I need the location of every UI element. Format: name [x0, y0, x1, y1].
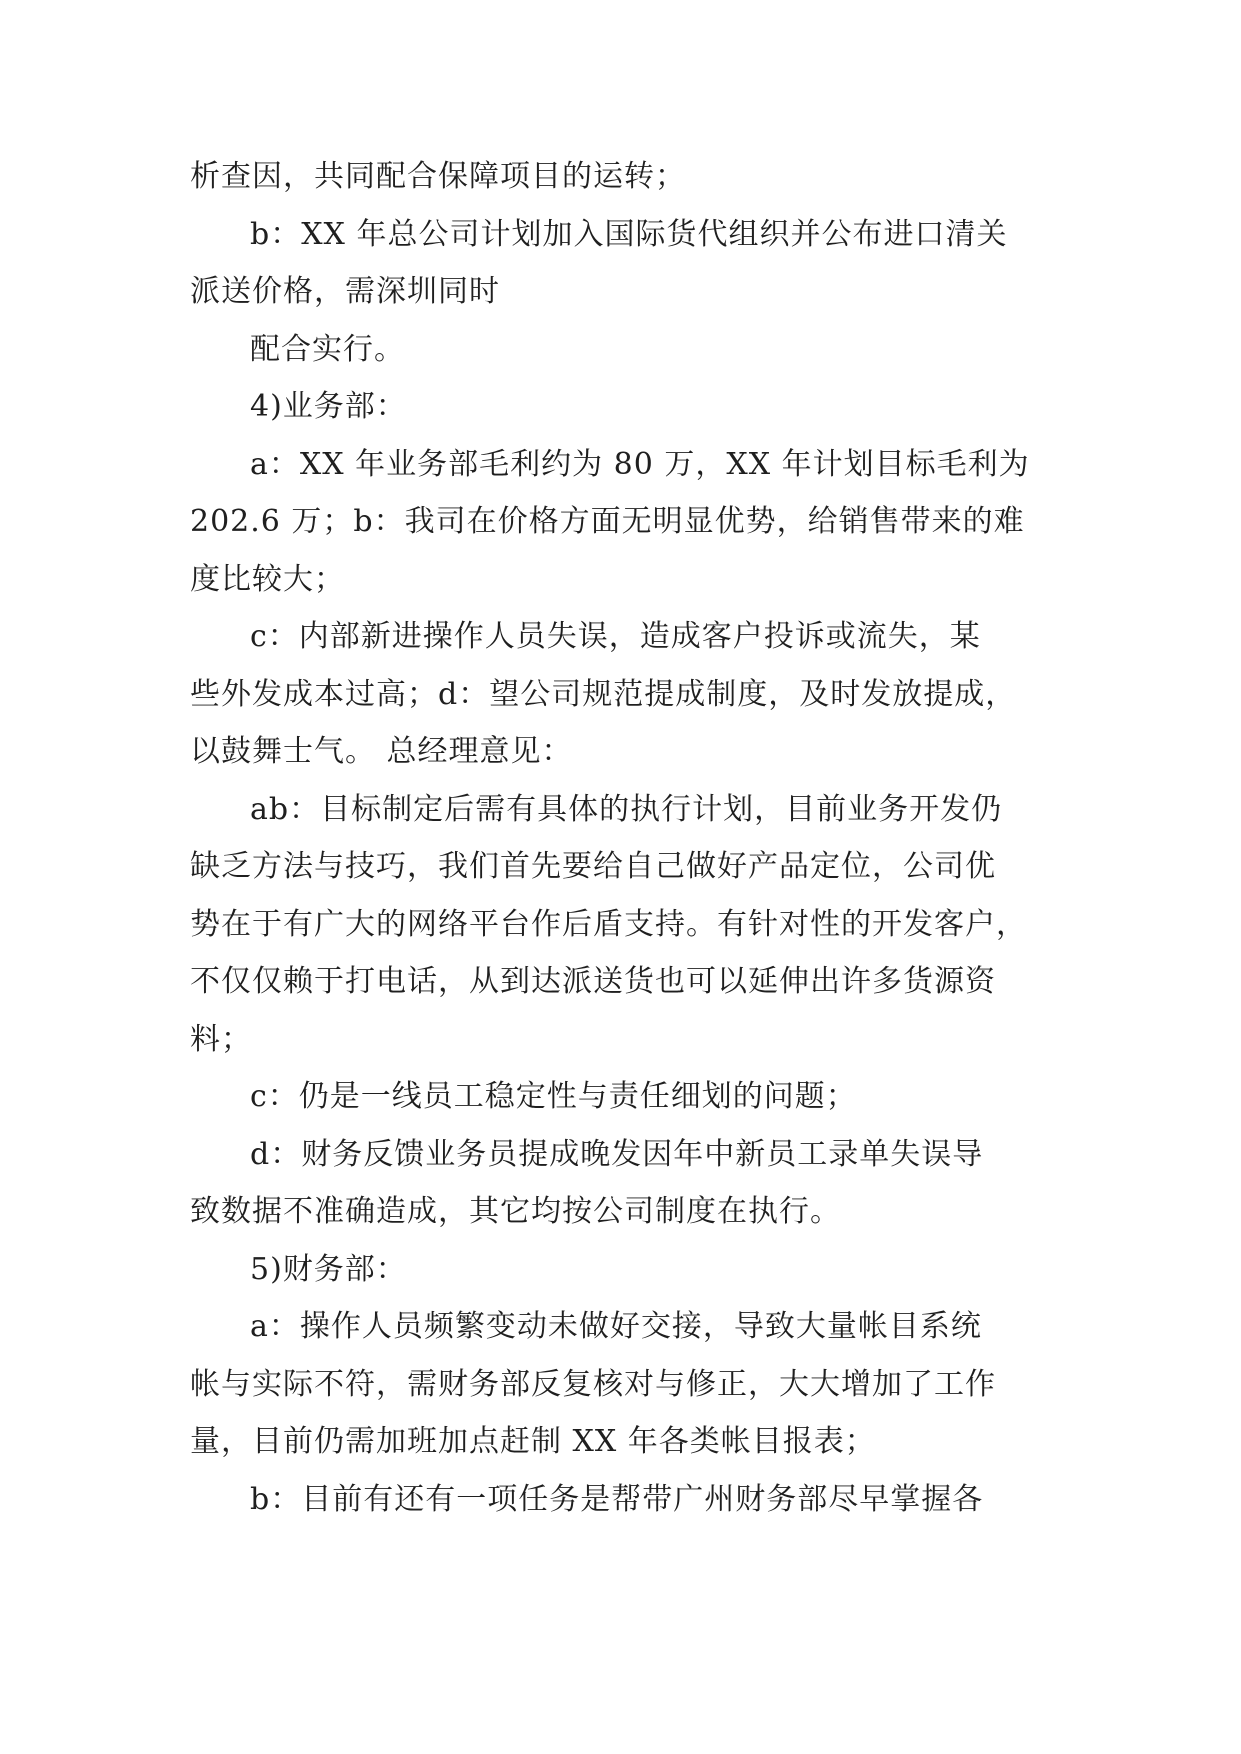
text-line: ab：目标制定后需有具体的执行计划，目前业务开发仍: [250, 791, 1003, 827]
section-heading: 4)业务部：: [250, 389, 407, 424]
text-line: 以鼓舞士气。 总经理意见：: [190, 734, 573, 769]
text-line: 不仅仅赖于打电话，从到达派送货也可以延伸出许多货源资: [190, 964, 996, 999]
text-line: c：仍是一线员工稳定性与责任细划的问题；: [250, 1079, 857, 1114]
text-line: 势在于有广大的网络平台作后盾支持。有针对性的开发客户，: [190, 906, 1027, 942]
document-body: [190, 148, 1060, 1528]
text-line: a：操作人员频繁变动未做好交接，导致大量帐目系统: [250, 1309, 982, 1344]
text-line: b：目前有还有一项任务是帮带广州财务部尽早掌握各: [250, 1481, 984, 1517]
text-line: 派送价格，需深圳同时: [190, 274, 500, 309]
text-line: 配合实行。: [250, 331, 405, 367]
text-line: 帐与实际不符，需财务部反复核对与修正，大大增加了工作: [190, 1366, 996, 1402]
text-line: 析查因，共同配合保障项目的运转；: [190, 159, 686, 194]
text-line: 量，目前仍需加班加点赶制 XX 年各类帐目报表；: [190, 1424, 876, 1459]
text-line: d：财务反馈业务员提成晚发因年中新员工录单失误导: [250, 1136, 984, 1172]
text-line: 些外发成本过高；d：望公司规范提成制度，及时发放提成，: [190, 676, 1017, 712]
text-line: 料；: [190, 1021, 252, 1057]
section-heading: 5)财务部：: [250, 1251, 407, 1287]
text-line: a：XX 年业务部毛利约为 80 万，XX 年计划目标毛利为: [250, 446, 1030, 482]
text-line: b：XX 年总公司计划加入国际货代组织并公布进口清关: [250, 216, 1008, 252]
text-line: 度比较大；: [190, 561, 345, 597]
text-line: 缺乏方法与技巧，我们首先要给自己做好产品定位，公司优: [190, 849, 996, 884]
text-line: c：内部新进操作人员失误，造成客户投诉或流失，某: [250, 619, 981, 654]
text-line: 致数据不准确造成，其它均按公司制度在执行。: [190, 1194, 841, 1229]
text-line: 202.6 万；b：我司在价格方面无明显优势，给销售带来的难: [190, 504, 1025, 539]
